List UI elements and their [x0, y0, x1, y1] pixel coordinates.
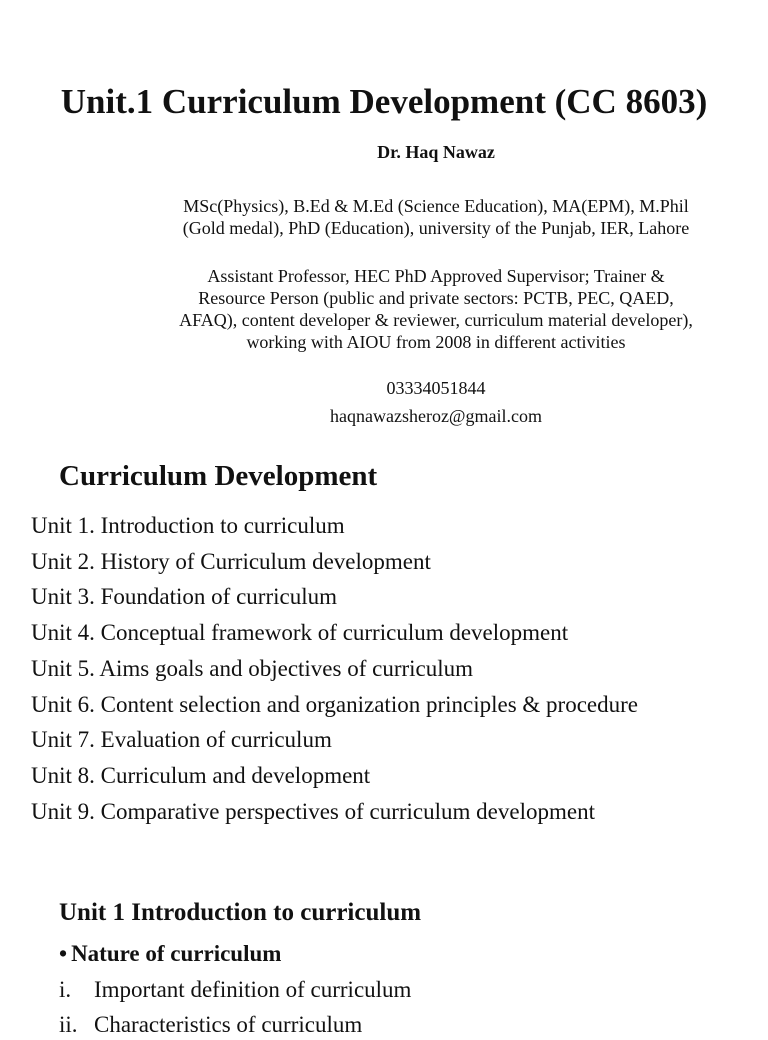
author-email: haqnawazsheroz@gmail.com [330, 406, 542, 426]
bullet-icon: • [59, 941, 68, 966]
sub-list-item [59, 1010, 362, 1040]
author-qualifications: MSc(Physics), B.Ed & M.Ed (Science Education), MA(EPM), M.Phil (Gold medal), PhD (Education), university of the Punjab, IER, Lahore [182, 196, 690, 238]
author-name: Dr. Haq Nawaz [377, 142, 495, 162]
list-item: Unit 5. Aims goals and objectives of curriculum [31, 655, 474, 681]
list-item: Unit 8. Curriculum and development [31, 762, 371, 788]
list-item: Unit 1. Introduction to curriculum [31, 513, 345, 538]
bullet-item [59, 939, 281, 969]
course-outline-heading: Curriculum Development [59, 460, 378, 492]
document-title: Unit.1 Curriculum Development (CC 8603) [60, 82, 708, 121]
list-item: Unit 3. Foundation of curriculum [31, 584, 337, 610]
sub-item-text: Important definition of curriculum [94, 977, 412, 1002]
unit1-heading: Unit 1 Introduction to curriculum [59, 899, 422, 926]
sub-item-number: ii. [59, 1012, 78, 1037]
list-item: Unit 6. Content selection and organization principles & procedure [31, 691, 638, 717]
author-roles: Assistant Professor, HEC PhD Approved Supervisor; Trainer & Resource Person (public and private sectors: PCTB, PEC, QAED, AFAQ), content developer & reviewer, curriculum material developer), working with AIOU from 2008 in different activities [179, 266, 693, 352]
list-item: Unit 4. Conceptual framework of curriculum development [31, 620, 569, 646]
list-item: Unit 2. History of Curriculum development [31, 548, 431, 574]
bullet-item-text: Nature of curriculum [71, 941, 282, 966]
sub-item-text: Characteristics of curriculum [94, 1012, 363, 1037]
list-item: Unit 9. Comparative perspectives of curriculum development [31, 798, 595, 824]
sub-item-number: i. [59, 977, 72, 1002]
list-item: Unit 7. Evaluation of curriculum [31, 727, 332, 753]
author-phone: 03334051844 [386, 378, 486, 398]
sub-list-item [59, 975, 411, 1005]
unit-list [31, 508, 638, 829]
